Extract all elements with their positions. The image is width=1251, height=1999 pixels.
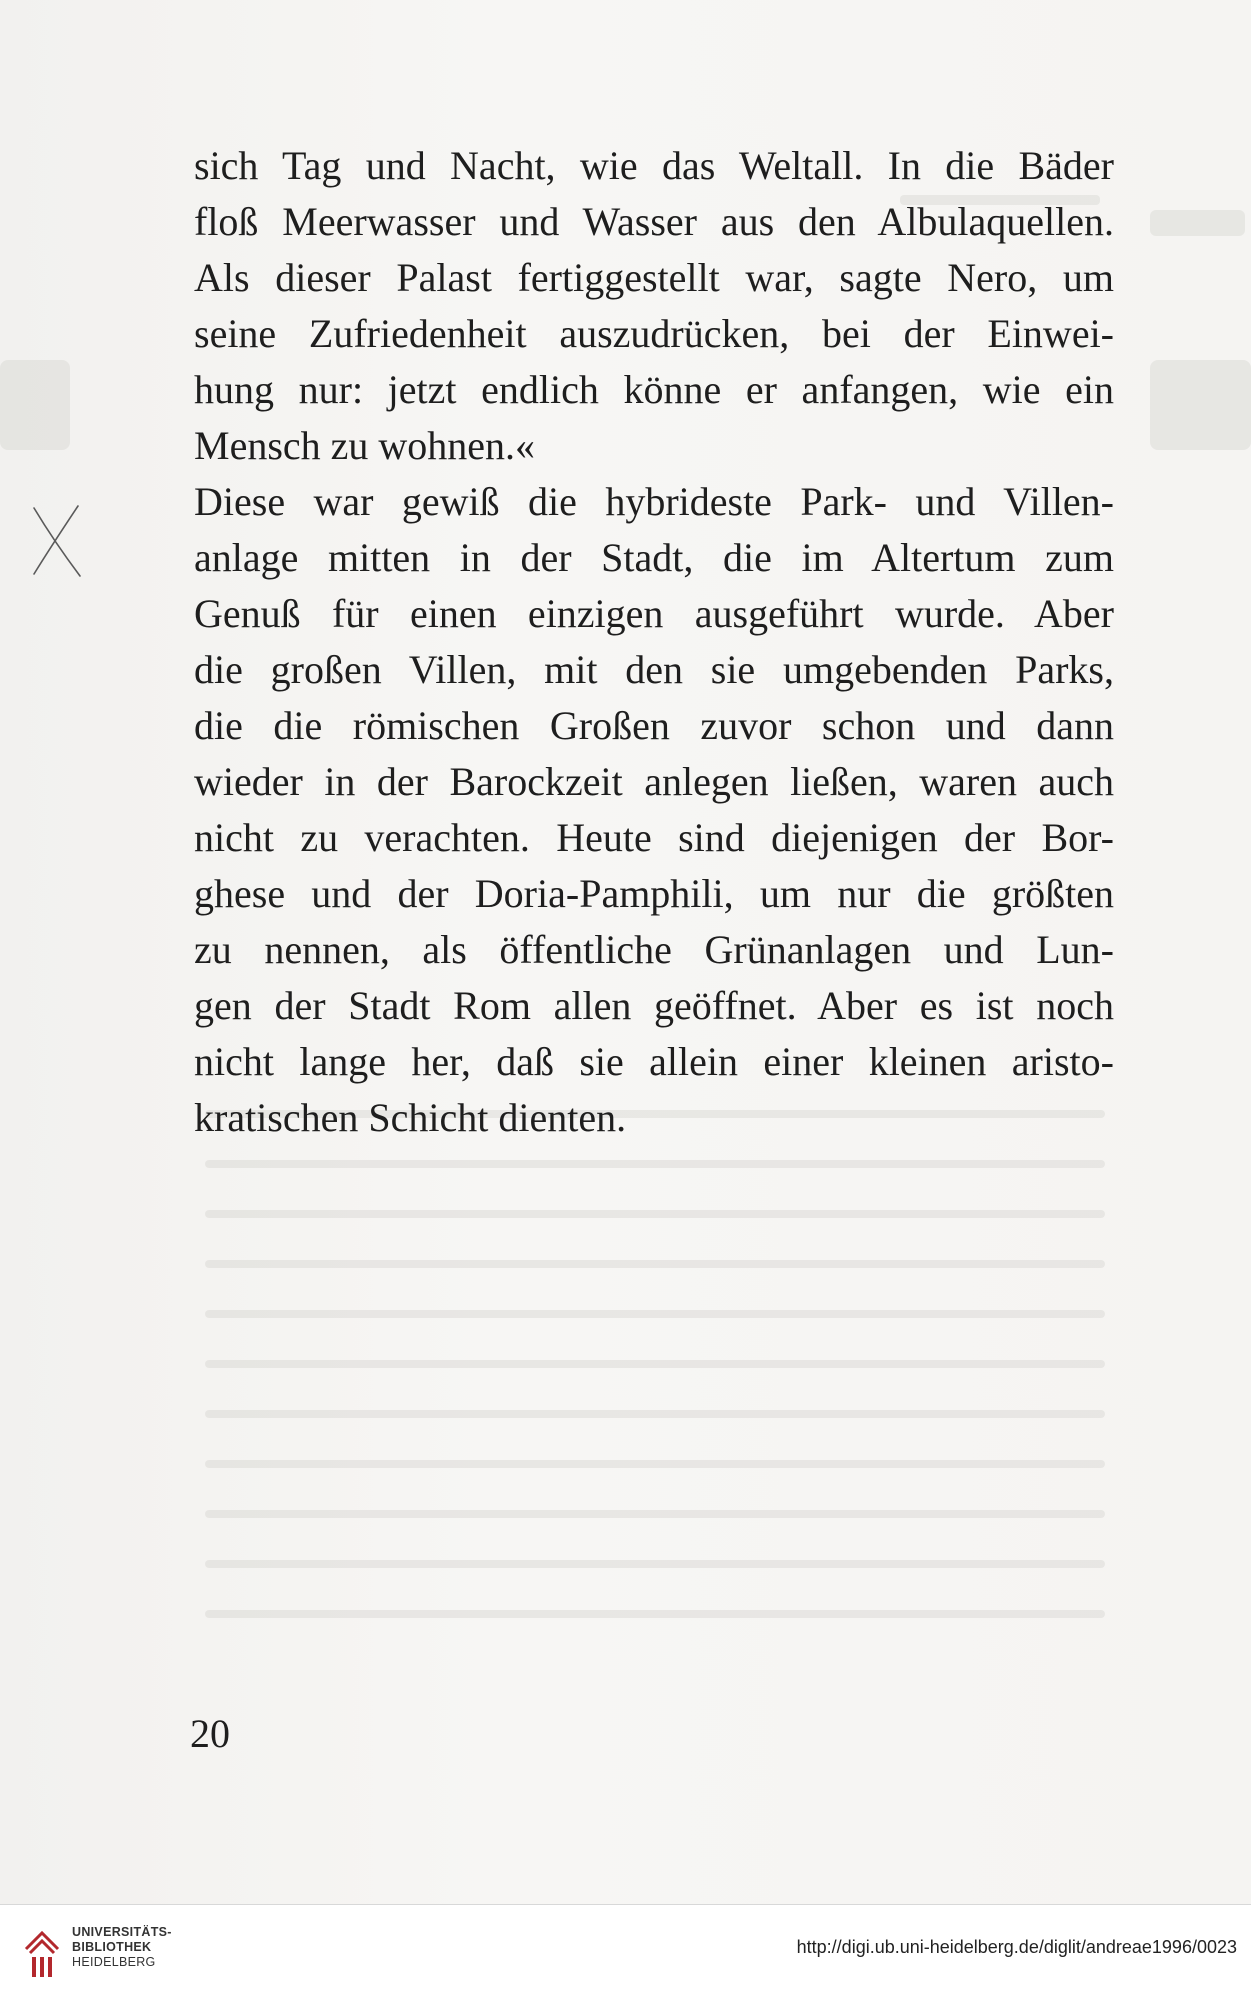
permalink-url[interactable]: http://digi.ub.uni-heidelberg.de/diglit/andreae1996/0023 bbox=[796, 1937, 1237, 1957]
text-line: Als dieser Palast fertiggestellt war, sagte Nero, um bbox=[194, 255, 1114, 300]
text-line: ghese und der Doria-Pamphili, um nur die größten bbox=[194, 871, 1114, 916]
text-line: zu nennen, als öffentliche Grünanlagen und Lun- bbox=[194, 927, 1114, 972]
library-logo-icon bbox=[22, 1919, 62, 1983]
text-line: Diese war gewiß die hybrideste Park- und Villen- bbox=[194, 479, 1114, 524]
text-line: hung nur: jetzt endlich könne er anfangen, wie ein bbox=[194, 367, 1114, 412]
text-line: seine Zufriedenheit auszudrücken, bei der Einwei- bbox=[194, 311, 1114, 356]
body-text bbox=[194, 138, 1114, 1146]
text-line: wieder in der Barockzeit anlegen ließen, waren auch bbox=[194, 759, 1114, 804]
digitization-footer bbox=[0, 1904, 1251, 1999]
text-line: floß Meerwasser und Wasser aus den Albulaquellen. bbox=[194, 199, 1114, 244]
library-name-line: UNIVERSITÄTS- bbox=[72, 1925, 172, 1939]
text-line: kratischen Schicht dienten. bbox=[194, 1095, 627, 1140]
text-line: gen der Stadt Rom allen geöffnet. Aber es ist noch bbox=[194, 983, 1114, 1028]
text-line: Mensch zu wohnen.« bbox=[194, 423, 536, 468]
library-name-line: HEIDELBERG bbox=[72, 1955, 156, 1969]
text-line: anlage mitten in der Stadt, die im Altertum zum bbox=[194, 535, 1114, 580]
text-line: die die römischen Großen zuvor schon und dann bbox=[194, 703, 1114, 748]
text-line: nicht lange her, daß sie allein einer kleinen aristo- bbox=[194, 1039, 1114, 1084]
text-line: sich Tag und Nacht, wie das Weltall. In die Bäder bbox=[194, 143, 1114, 188]
library-name-line: BIBLIOTHEK bbox=[72, 1940, 152, 1954]
page-number: 20 bbox=[190, 1711, 230, 1756]
text-line: nicht zu verachten. Heute sind diejenigen der Bor- bbox=[194, 815, 1114, 860]
text-line: die großen Villen, mit den sie umgebenden Parks, bbox=[194, 647, 1114, 692]
handwritten-x-mark bbox=[28, 502, 86, 580]
library-name bbox=[72, 1925, 172, 1970]
text-line: Genuß für einen einzigen ausgeführt wurde. Aber bbox=[194, 591, 1114, 636]
